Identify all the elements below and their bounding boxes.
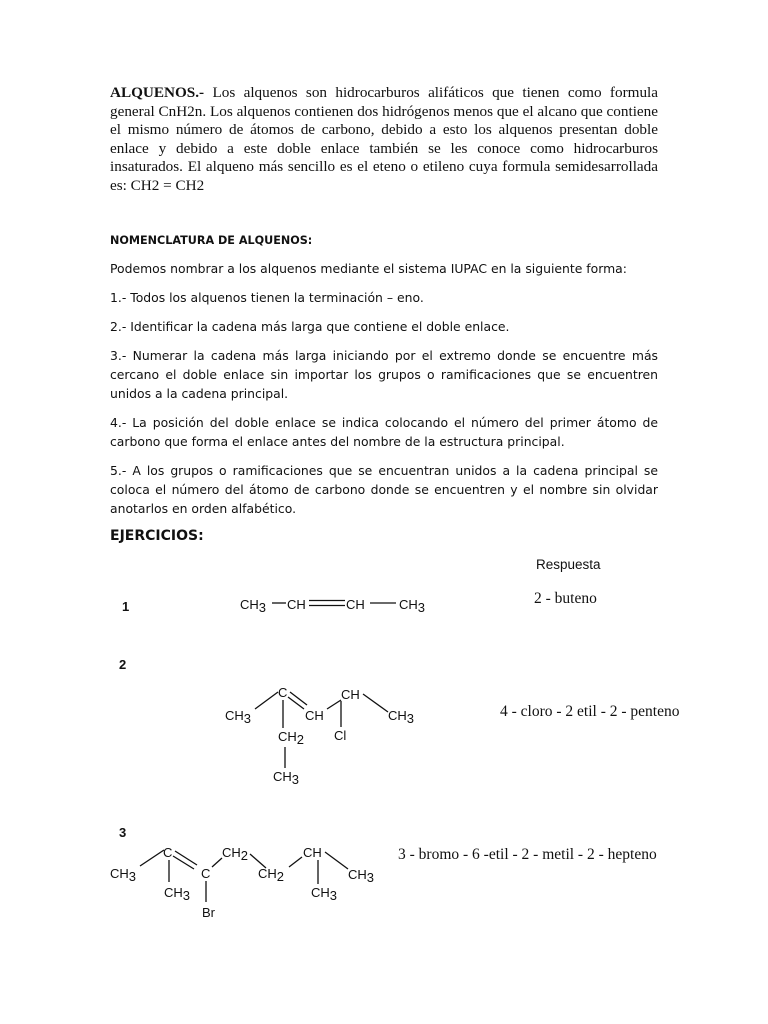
atom-ch3-methyl: CH3: [164, 885, 191, 903]
atom-br: Br: [202, 905, 215, 920]
atom-ch-3: CH: [346, 597, 365, 612]
rule-3: 3.- Numerar la cadena más larga iniciando por el extremo donde se encuentre más cercano el doble enlace sin importar los grupos o ramificaciones que se encuentren unidos a la cadena principal.: [110, 348, 658, 401]
rule-4: 4.- La posición del doble enlace se indica colocando el número del primer átomo de carbono que forma el enlace antes del nombre de la estructura principal.: [110, 415, 658, 449]
atom-ch3-left: CH3: [240, 597, 267, 615]
atom-ch2-c4: CH2: [222, 845, 249, 863]
bond-c3-c4: [327, 700, 341, 709]
rule-1: 1.- Todos los alquenos tienen la terminación – eno.: [110, 290, 424, 305]
bond-c3-c4: [212, 858, 222, 867]
bond-c1-c2: [140, 850, 164, 866]
double-bond-c2-c3-b: [173, 856, 194, 869]
bond-c5-c6: [289, 857, 302, 867]
atom-ch-2: CH: [287, 597, 306, 612]
atom-ch3-right: CH3: [399, 597, 426, 615]
exercise-2-answer: 4 - cloro - 2 etil - 2 - penteno: [500, 703, 680, 720]
atom-ch3-ethyl: CH3: [273, 769, 300, 787]
atom-ch-c3: CH: [305, 708, 324, 723]
nomenclature-intro: Podemos nombrar a los alquenos mediante el sistema IUPAC en la siguiente forma:: [110, 261, 627, 276]
intro-title: ALQUENOS.-: [110, 84, 205, 101]
exercise-3-answer: 3 - bromo - 6 -etil - 2 - metil - 2 - hepteno: [398, 846, 657, 863]
atom-ch3-c1: CH3: [225, 708, 252, 726]
atom-c2: C: [163, 845, 173, 860]
exercise-3-structure: [105, 840, 390, 925]
rule-5: 5.- A los grupos o ramificaciones que se encuentran unidos a la cadena principal se coloca el número del átomo de carbono donde se encuentren y el nombre sin olvidar anotarlos en orden alfabético.: [110, 463, 658, 516]
exercise-2-number: 2: [119, 657, 127, 672]
atom-ch-c6: CH: [303, 845, 322, 860]
atom-ch3-c7: CH3: [348, 867, 375, 885]
exercise-1-structure: [230, 588, 440, 618]
atom-c3: C: [201, 866, 211, 881]
intro-text: Los alquenos son hidrocarburos alifáticos que tienen como formula general CnH2n. Los alquenos contienen dos hidrógenos menos que el alcano que contiene el mismo número de átomos de carbono, debido a esto los alquenos presentan doble enlace y debido a este doble enlace también se les conoce como hidrocarburos insaturados. El alqueno más sencillo es el eteno o etileno cuya formula semidesarrollada es: CH2 = CH2: [110, 84, 658, 194]
exercise-3-number: 3: [119, 825, 127, 840]
atom-ch3-ethyl: CH3: [311, 885, 338, 903]
atom-c2: C: [278, 685, 288, 700]
atom-ch2-c5: CH2: [258, 866, 285, 884]
double-bond-c2-c3-a: [175, 851, 197, 865]
atom-ch3-c5: CH3: [388, 708, 415, 726]
rule-2: 2.- Identificar la cadena más larga que contiene el doble enlace.: [110, 319, 510, 334]
atom-ch-c4: CH: [341, 687, 360, 702]
atom-cl: Cl: [334, 728, 347, 743]
exercises-heading: EJERCICIOS:: [110, 528, 204, 544]
answer-heading: Respuesta: [536, 557, 601, 572]
nomenclature-heading: NOMENCLATURA DE ALQUENOS:: [110, 234, 313, 247]
bond-c4-c5: [363, 694, 388, 712]
exercise-1-answer: 2 - buteno: [534, 590, 597, 607]
bond-c1-c2: [255, 692, 278, 709]
exercise-2-structure: [215, 680, 425, 790]
intro-paragraph: [110, 84, 658, 196]
atom-ch3-c1: CH3: [110, 866, 137, 884]
atom-ch2-ethyl: CH2: [278, 729, 305, 747]
exercise-1-number: 1: [122, 599, 130, 614]
bond-c6-c7: [325, 852, 348, 869]
double-bond-c2-c3-a: [290, 692, 307, 705]
double-bond-c2-c3-b: [288, 697, 304, 709]
